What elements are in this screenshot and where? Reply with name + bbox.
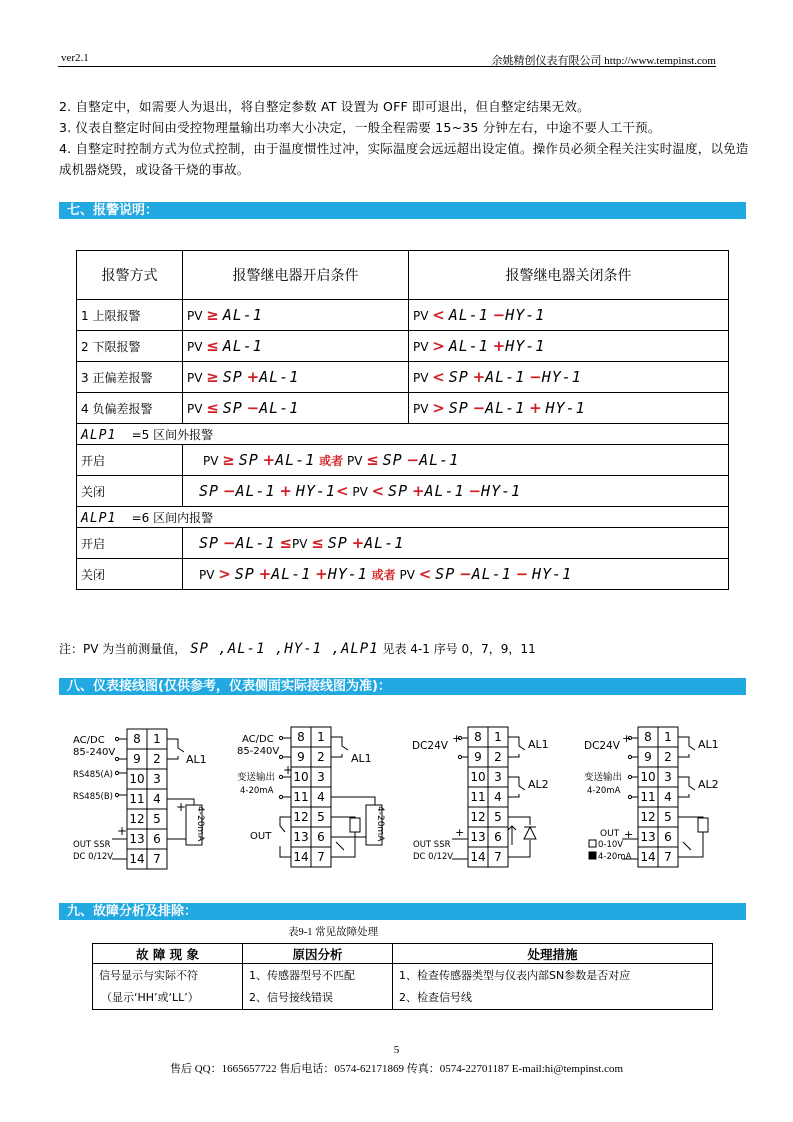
- paragraph-4: 4. 自整定时控制方式为位式控制，由于温度惯性过冲，实际温度会远远超出设定值。操作员必须全程关注实时温度，以免造成机器烧毁，或设备干烧的事故。: [59, 141, 749, 177]
- alarm-on-condition: PV ≥ AL-1: [183, 300, 409, 331]
- company-header: 余姚精创仪表有限公司 http://www.tempinst.com: [491, 55, 716, 67]
- alarm-off-condition: PV > AL-1 +HY-1: [409, 331, 729, 362]
- alarm-off-condition: PV < AL-1 −HY-1: [409, 300, 729, 331]
- relay-label: AL1: [186, 753, 207, 766]
- wiring-diagram-1: [73, 729, 207, 869]
- open-label: 开启: [77, 528, 183, 559]
- svg-text:+: +: [176, 800, 187, 814]
- voltage-label: 85-240V: [237, 746, 280, 757]
- relay-al2-label: AL2: [528, 778, 549, 791]
- svg-text:2: 2: [494, 750, 502, 764]
- fault-table-caption: 表9-1 常见故障处理: [288, 927, 379, 938]
- svg-text:13: 13: [640, 830, 656, 844]
- acdc-label: AC/DC: [242, 734, 274, 745]
- header-fix: 处理措施: [393, 944, 713, 964]
- close-label: 关闭: [77, 559, 183, 590]
- out-ssr-label: OUT SSR: [73, 840, 111, 850]
- close-label: 关闭: [77, 476, 183, 507]
- svg-text:10: 10: [293, 770, 309, 784]
- rs485b-label: RS485(B): [73, 792, 113, 802]
- fault-table-header: [93, 944, 713, 964]
- transmit-label: 变送输出: [237, 772, 276, 783]
- wiring-diagram-4: [584, 727, 719, 867]
- svg-text:8: 8: [474, 730, 482, 744]
- voltage-label: 85-240V: [73, 747, 116, 758]
- relay-label: AL1: [351, 752, 372, 765]
- svg-text:+: +: [624, 828, 634, 841]
- footer-contact: 售后 QQ：1665657722 售后电话：0574-62171869 传真：0574-22701187 E-mail:hi@tempinst.com: [169, 1063, 624, 1075]
- svg-text:3: 3: [664, 770, 672, 784]
- alarm-on-condition: PV ≥ SP +AL-1: [183, 362, 409, 393]
- svg-text:4: 4: [153, 792, 161, 806]
- ma-label: 4-20mA: [375, 806, 385, 842]
- svg-text:10: 10: [129, 772, 145, 786]
- svg-text:7: 7: [153, 852, 161, 866]
- svg-text:13: 13: [129, 832, 145, 846]
- alarm-mode: 2 下限报警: [77, 331, 183, 362]
- svg-text:3: 3: [317, 770, 325, 784]
- svg-text:7: 7: [317, 850, 325, 864]
- alp-6-label: ALP1 =6 区间内报警: [77, 507, 729, 528]
- svg-text:12: 12: [129, 812, 145, 826]
- wiring-diagram-3: [412, 727, 549, 867]
- svg-text:2: 2: [317, 750, 325, 764]
- svg-text:9: 9: [133, 752, 141, 766]
- fault-row: [93, 964, 713, 1010]
- paragraph-3: 3. 仪表自整定时间由受控物理量输出功率大小决定，一般全程需要 15~35 分钟左右，中途不要人工干预。: [59, 120, 661, 135]
- svg-text:9: 9: [297, 750, 305, 764]
- option-0-10v: 0-10V: [598, 840, 624, 850]
- alarm-on-condition: PV ≤ SP −AL-1: [183, 393, 409, 424]
- alarm-mode: 1 上限报警: [77, 300, 183, 331]
- svg-text:12: 12: [470, 810, 486, 824]
- svg-text:8: 8: [644, 730, 652, 744]
- current-label: 4-20mA: [240, 786, 274, 796]
- fault-cause: 1、传感器型号不匹配 2、信号接线错误: [243, 964, 393, 1010]
- svg-text:8: 8: [133, 732, 141, 746]
- svg-text:+: +: [622, 732, 632, 745]
- option-4-20ma: 4-20mA: [598, 852, 632, 862]
- svg-text:11: 11: [293, 790, 309, 804]
- svg-text:6: 6: [494, 830, 502, 844]
- ma-label: 4-20mA: [195, 806, 205, 842]
- current-label: 4-20mA: [587, 786, 621, 796]
- svg-text:10: 10: [470, 770, 486, 784]
- header-symptom: 故 障 现 象: [93, 944, 243, 964]
- svg-text:4: 4: [664, 790, 672, 804]
- svg-text:2: 2: [153, 752, 161, 766]
- svg-text:6: 6: [664, 830, 672, 844]
- alp-5-close-condition: SP −AL-1 + HY-1< PV < SP +AL-1 −HY-1: [183, 476, 729, 507]
- section-7-header: 七、报警说明：: [59, 202, 746, 219]
- svg-text:5: 5: [664, 810, 672, 824]
- section-9-header: 九、故障分析及排除：: [59, 903, 746, 920]
- out-ssr-label: OUT SSR: [413, 840, 451, 850]
- alarm-on-condition: PV ≤ AL-1: [183, 331, 409, 362]
- dc-label: DC 0/12V: [73, 852, 114, 862]
- alp-5-label: ALP1 =5 区间外报警: [77, 424, 729, 445]
- svg-text:1: 1: [494, 730, 502, 744]
- alp-5-open-condition: PV ≥ SP +AL-1 或者 PV ≤ SP −AL-1: [183, 445, 729, 476]
- header-off: 报警继电器关闭条件: [409, 251, 729, 300]
- alarm-mode: 3 正偏差报警: [77, 362, 183, 393]
- version-label: ver2.1: [61, 52, 89, 64]
- transmit-label: 变送输出: [584, 772, 623, 783]
- alp-6-close-condition: PV > SP +AL-1 +HY-1 或者 PV < SP −AL-1 − HY-1: [183, 559, 729, 590]
- svg-text:7: 7: [664, 850, 672, 864]
- dc24v-label: DC24V: [412, 740, 448, 752]
- fault-symptom: 信号显示与实际不符 （显示‘HH’或‘LL’）: [93, 964, 243, 1010]
- fault-fix: 1、检查传感器类型与仪表内部SN参数是否对应 2、检查信号线: [393, 964, 713, 1010]
- alarm-mode: 4 负偏差报警: [77, 393, 183, 424]
- svg-text:8: 8: [297, 730, 305, 744]
- header-mode: 报警方式: [77, 251, 183, 300]
- svg-text:6: 6: [153, 832, 161, 846]
- open-label: 开启: [77, 445, 183, 476]
- svg-text:3: 3: [494, 770, 502, 784]
- section-8-header: 八、仪表接线图(仅供参考，仪表侧面实际接线图为准)：: [59, 678, 746, 695]
- svg-text:5: 5: [317, 810, 325, 824]
- svg-text:9: 9: [474, 750, 482, 764]
- svg-text:3: 3: [153, 772, 161, 786]
- alarm-off-condition: PV < SP +AL-1 −HY-1: [409, 362, 729, 393]
- svg-text:1: 1: [317, 730, 325, 744]
- svg-text:14: 14: [470, 850, 486, 864]
- page-number: 5: [393, 1044, 400, 1056]
- relay-al2-label: AL2: [698, 778, 719, 791]
- svg-text:10: 10: [640, 770, 656, 784]
- svg-text:1: 1: [153, 732, 161, 746]
- svg-text:2: 2: [664, 750, 672, 764]
- out-label: OUT: [600, 829, 620, 839]
- svg-text:5: 5: [494, 810, 502, 824]
- alarm-off-condition: PV > SP −AL-1 + HY-1: [409, 393, 729, 424]
- svg-text:1: 1: [664, 730, 672, 744]
- svg-text:4: 4: [494, 790, 502, 804]
- wiring-diagram-2: [237, 727, 385, 867]
- svg-text:6: 6: [317, 830, 325, 844]
- svg-text:13: 13: [470, 830, 486, 844]
- svg-text:14: 14: [640, 850, 656, 864]
- svg-text:12: 12: [640, 810, 656, 824]
- dc24v-label: DC24V: [584, 740, 620, 752]
- svg-text:12: 12: [293, 810, 309, 824]
- acdc-label: AC/DC: [73, 735, 105, 746]
- svg-text:11: 11: [129, 792, 145, 806]
- paragraph-2: 2. 自整定中，如需要人为退出，将自整定参数 AT 设置为 OFF 即可退出，但自整定结果无效。: [59, 99, 590, 114]
- svg-text:+: +: [283, 763, 294, 777]
- out-label: OUT: [250, 831, 272, 842]
- alp-6-open-condition: SP −AL-1 ≤PV ≤ SP +AL-1: [183, 528, 729, 559]
- svg-text:11: 11: [640, 790, 656, 804]
- header-cause: 原因分析: [243, 944, 393, 964]
- svg-text:+: +: [117, 824, 128, 838]
- svg-text:13: 13: [293, 830, 309, 844]
- svg-text:4: 4: [317, 790, 325, 804]
- relay-al1-label: AL1: [698, 738, 719, 751]
- svg-text:14: 14: [293, 850, 309, 864]
- svg-text:9: 9: [644, 750, 652, 764]
- svg-text:+: +: [455, 826, 465, 839]
- svg-text:11: 11: [470, 790, 486, 804]
- header-on: 报警继电器开启条件: [183, 251, 409, 300]
- svg-text:14: 14: [129, 852, 145, 866]
- rs485a-label: RS485(A): [73, 770, 113, 780]
- svg-text:7: 7: [494, 850, 502, 864]
- note-line: 注：PV 为当前测量值， SP ,AL-1 ,HY-1 ,ALP1 见表 4-1 序号 0，7，9，11: [59, 641, 536, 657]
- fault-table: [92, 943, 713, 1010]
- relay-al1-label: AL1: [528, 738, 549, 751]
- svg-text:+: +: [452, 732, 462, 745]
- dc-label: DC 0/12V: [413, 852, 454, 862]
- svg-text:5: 5: [153, 812, 161, 826]
